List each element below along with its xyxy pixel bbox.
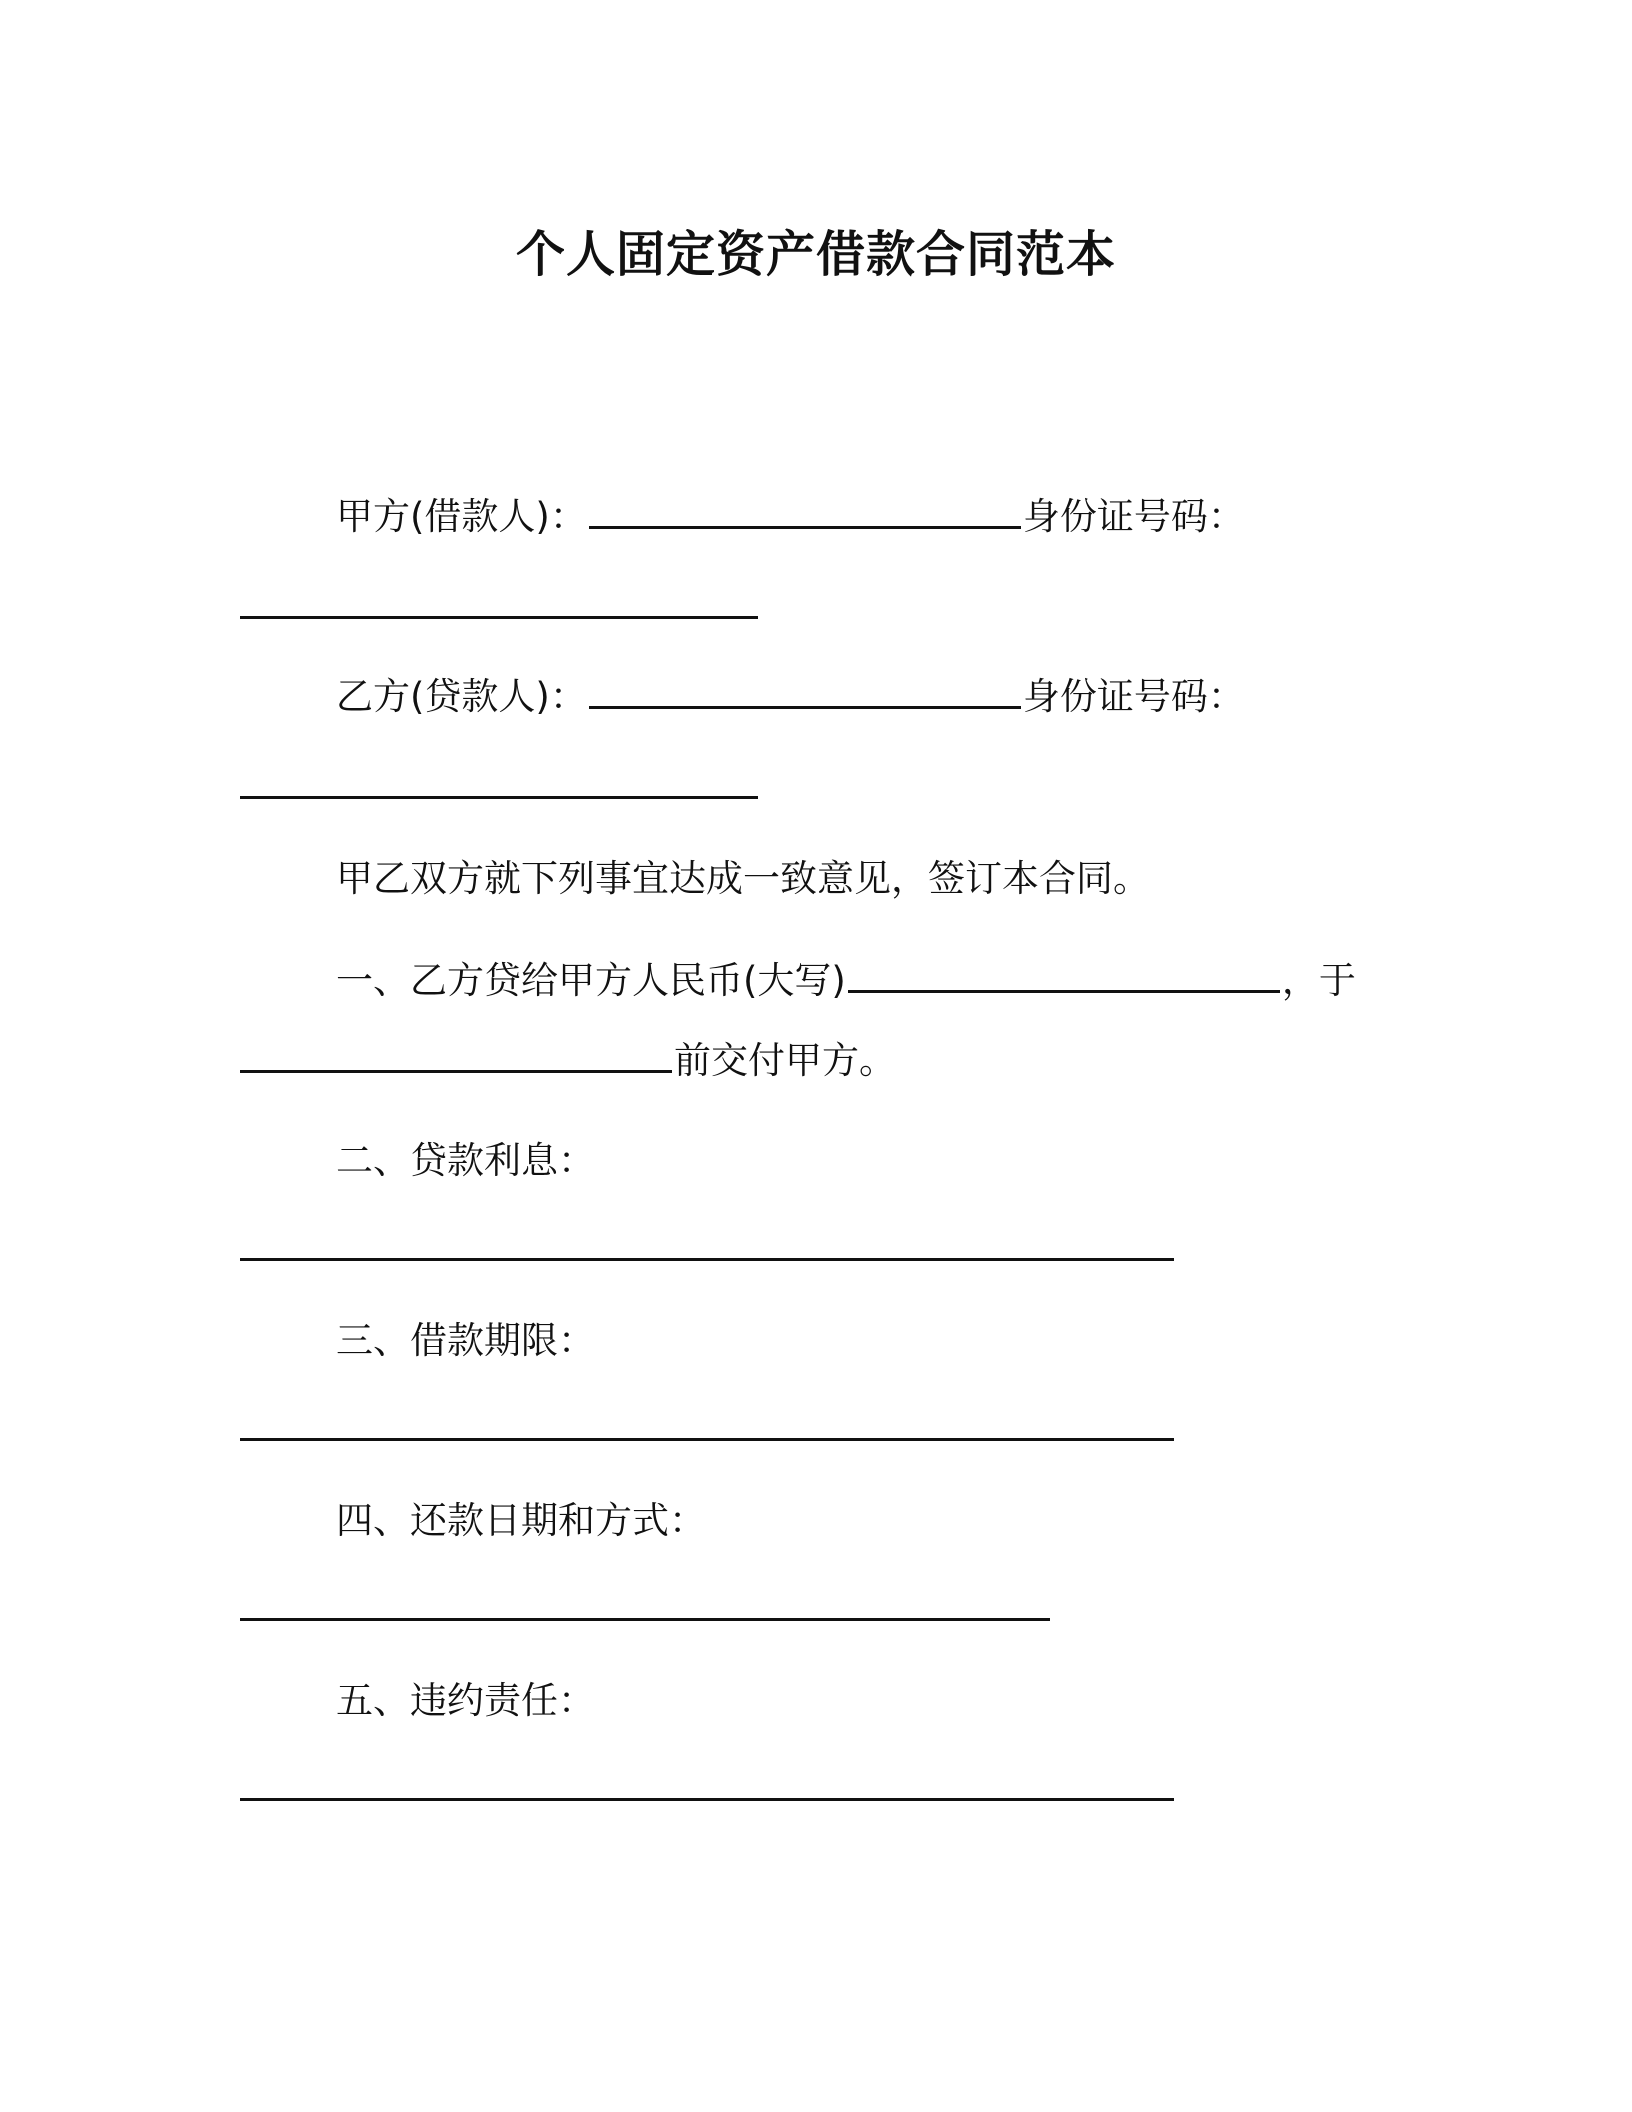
party-a-name-blank[interactable] [589, 496, 1021, 529]
party-b-id-label: 身份证号码： [1022, 675, 1245, 718]
clause4-blank[interactable] [240, 1618, 1050, 1621]
clause1-line2 [240, 1038, 896, 1084]
party-a-id-blank[interactable] [240, 616, 758, 619]
clause4-heading: 四、还款日期和方式： [336, 1499, 706, 1542]
clause1-date-blank[interactable] [240, 1040, 672, 1073]
clause2-blank[interactable] [240, 1258, 1174, 1261]
clause1-text-b: ，于 [1281, 959, 1356, 1002]
clause1-line1 [336, 958, 1356, 1004]
party-a-line [336, 494, 1245, 540]
clause3-heading: 三、借款期限： [336, 1319, 595, 1362]
clause1-text-a: 一、乙方贷给甲方人民币(大写) [336, 959, 846, 1002]
intro-text: 甲乙双方就下列事宜达成一致意见，签订本合同。 [336, 857, 1150, 900]
clause2-heading: 二、贷款利息： [336, 1139, 595, 1182]
party-a-id-label: 身份证号码： [1022, 495, 1245, 538]
party-a-label: 甲方(借款人)： [336, 495, 587, 538]
party-b-line [336, 674, 1245, 720]
clause1-amount-blank[interactable] [848, 960, 1280, 993]
party-b-label: 乙方(贷款人)： [336, 675, 587, 718]
party-b-name-blank[interactable] [589, 676, 1021, 709]
clause5-blank[interactable] [240, 1798, 1174, 1801]
clause3-blank[interactable] [240, 1438, 1174, 1441]
party-b-id-blank[interactable] [240, 796, 758, 799]
clause5-heading: 五、违约责任： [336, 1679, 595, 1722]
document-title: 个人固定资产借款合同范本 [515, 226, 1116, 283]
clause1-text-c: 前交付甲方。 [674, 1039, 896, 1082]
